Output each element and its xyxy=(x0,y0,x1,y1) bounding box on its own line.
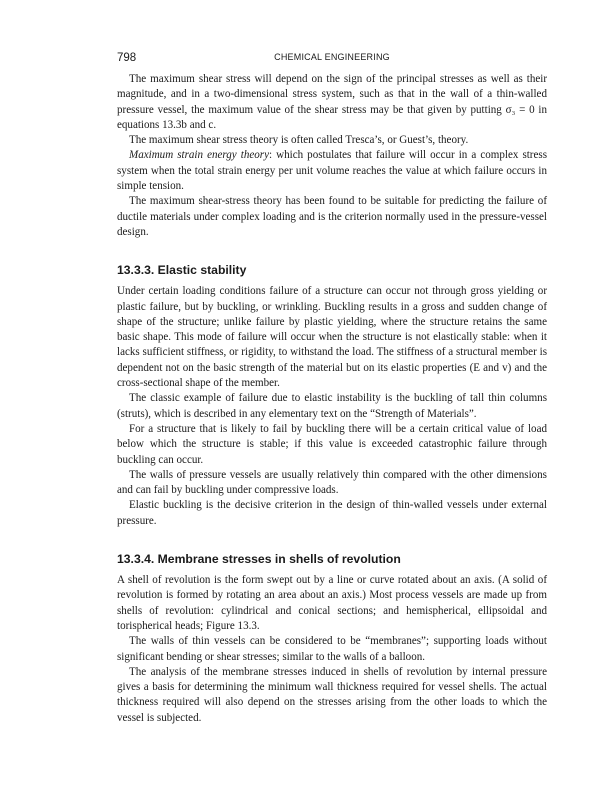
intro-paragraph-3 xyxy=(117,148,547,194)
running-head: CHEMICAL ENGINEERING xyxy=(274,52,390,62)
page-body xyxy=(117,72,547,726)
intro-paragraph-1: The maximum shear stress will depend on the sign of the principal stresses as well as their magnitude, and in a two-dimensional stress system, such as that in the wall of a thin-walled pressure vessel, the maximum value of the shear stress may be that given by putting σ₃ = 0 in equations 13.3b and c. xyxy=(117,73,547,131)
elastic-paragraph-2: The classic example of failure due to elastic instability is the buckling of tall thin columns (struts), which is described in any elementary text on the “Strength of Materials”. xyxy=(117,392,547,420)
theory-name: Maximum strain energy theory xyxy=(129,149,269,162)
membrane-paragraph-3: The analysis of the membrane stresses induced in shells of revolution by internal pressure gives a basis for determining the minimum wall thickness required for vessel shells. The actual thickness required will also depend on the stresses arising from the other loads to which the vessel is subjected. xyxy=(117,665,547,724)
elastic-paragraph-1: Under certain loading conditions failure of a structure can occur not through gross yielding or plastic failure, but by buckling, or wrinkling. Buckling results in a gross and sudden change of shape of the structure; unlike failure by plastic yielding, where the structure retains the same basic shape. This mode of failure will occur when the structure is not elastically stable: when it lacks sufficient stiffness, or rigidity, to withstand the load. The stiffness of a structural member is dependent not on the basic strength of the material but on its elastic properties (E and v) and the cross-sectional shape of the member. xyxy=(117,285,547,390)
theory-description: : which postulates that failure will occur in a complex stress system when the total strain energy per unit volume reaches the value at which failure occurs in simple tension. xyxy=(117,149,547,193)
page-header xyxy=(117,52,547,66)
membrane-paragraph-2: The walls of thin vessels can be considered to be “membranes”; supporting loads without significant bending or shear stresses; similar to the walls of a balloon. xyxy=(117,635,547,663)
intro-paragraph-4: The maximum shear-stress theory has been found to be suitable for predicting the failure of ductile materials under complex loading and is the criterion normally used in the pressure-vessel design. xyxy=(117,195,547,238)
elastic-paragraph-4: The walls of pressure vessels are usually relatively thin compared with the other dimensions and can fail by buckling under compressive loads. xyxy=(117,468,547,497)
section-heading-membrane-stresses: 13.3.4. Membrane stresses in shells of revolution xyxy=(117,552,401,567)
elastic-paragraph-5: Elastic buckling is the decisive criterion in the design of thin-walled vessels under external pressure. xyxy=(117,499,547,527)
membrane-paragraph-1: A shell of revolution is the form swept out by a line or curve rotated about an axis. (A solid of revolution is formed by rotating an area about an axis.) Most process vessels are made up from shells of revolution: cylindrical and conical sections; and hemispherical, ellipsoidal and torispherical heads; Figure 13.3. xyxy=(117,574,547,632)
page-number: 798 xyxy=(117,52,137,64)
elastic-paragraph-3: For a structure that is likely to fail by buckling there will be a certain critical value of load below which the structure is stable; if this value is exceeded catastrophic failure through buckling can occur. xyxy=(117,422,547,466)
intro-paragraph-2: The maximum shear stress theory is often called Tresca’s, or Guest’s, theory. xyxy=(129,134,469,147)
section-heading-elastic-stability: 13.3.3. Elastic stability xyxy=(117,263,247,278)
